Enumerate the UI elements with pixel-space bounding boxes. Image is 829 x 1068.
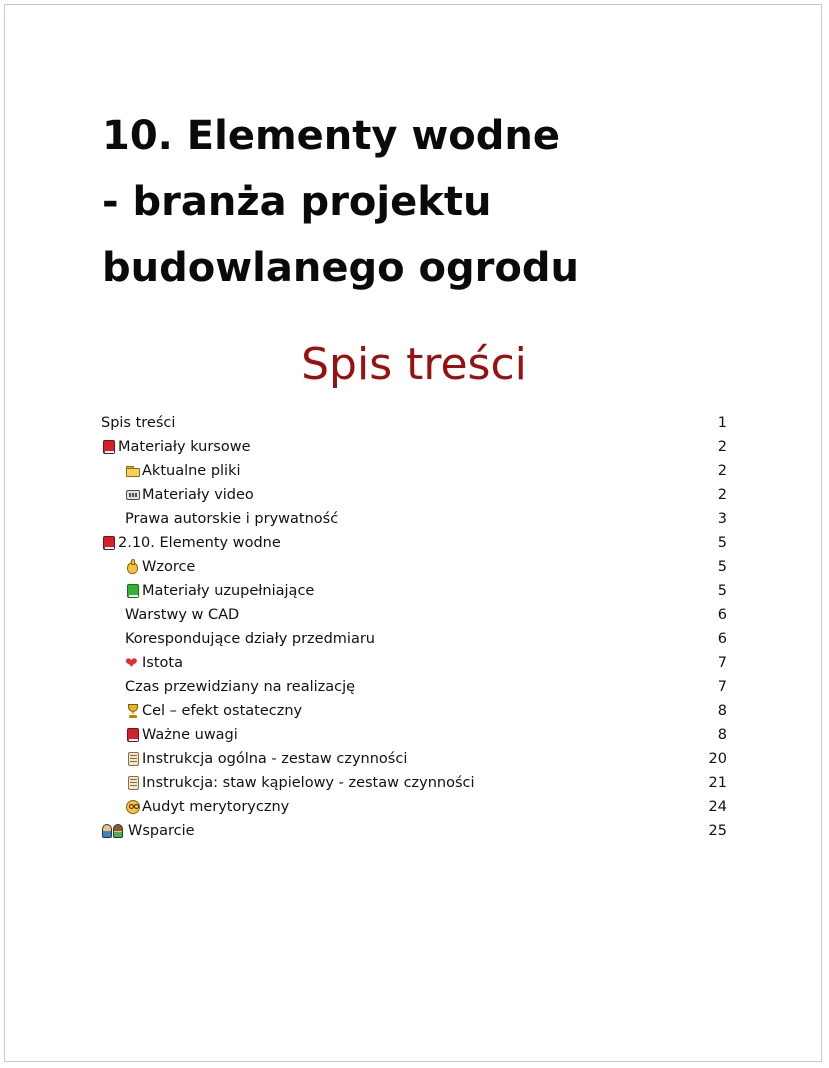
toc-item-label: Prawa autorskie i prywatność [125,511,339,527]
toc-item-page: 2 [717,439,727,455]
toc-item-page: 5 [717,559,727,575]
toc-item-label: Spis treści [101,415,176,431]
toc-item-prawa-autorskie[interactable] [101,507,727,531]
toc-item-page: 5 [717,583,727,599]
toc-item-label: Czas przewidziany na realizację [125,679,356,695]
toc-item-page: 21 [708,775,727,791]
toc-item-korespondujace-dzialy[interactable] [101,627,727,651]
toc-item-page: 8 [717,727,727,743]
toc-item-aktualne-pliki[interactable] [101,459,727,483]
toc-item-warstwy-w-cad[interactable] [101,603,727,627]
toc-item-page: 6 [717,631,727,647]
toc-item-cel-efekt[interactable] [101,699,727,723]
toc-item-label: Materiały kursowe [118,439,251,455]
toc-item-page: 24 [708,799,727,815]
document-title-line-3: budowlanego ogrodu [102,245,579,291]
toc-item-page: 5 [717,535,727,551]
toc-item-label: Cel – efekt ostateczny [142,703,303,719]
scroll-icon [125,751,141,767]
red-book-icon [101,439,117,455]
toc-item-wzorce[interactable] [101,555,727,579]
scroll-icon [125,775,141,791]
toc-item-page: 6 [717,607,727,623]
toc-item-page: 7 [717,679,727,695]
document-title-line-2: - branża projektu [102,179,492,225]
toc-item-materialy-kursowe[interactable] [101,435,727,459]
toc-item-audyt[interactable] [101,795,727,819]
green-book-icon [125,583,141,599]
ok-hand-icon [125,559,141,575]
heart-icon: ❤ [125,654,138,672]
toc-item-label: Aktualne pliki [142,463,241,479]
toc-item-label: Audyt merytoryczny [142,799,290,815]
trophy-icon [125,703,141,719]
toc-item-label: Warstwy w CAD [125,607,240,623]
toc-item-spis-tresci[interactable] [101,411,727,435]
red-book-icon [125,727,141,743]
toc-item-istota[interactable] [101,651,727,675]
nerd-face-icon [125,799,141,815]
red-book-icon [101,535,117,551]
video-cassette-icon [125,487,141,503]
toc-item-label: Istota [142,655,183,671]
toc-item-czas-realizacji[interactable] [101,675,727,699]
toc-item-wazne-uwagi[interactable] [101,723,727,747]
toc-item-page: 1 [717,415,727,431]
document-page [4,4,822,1062]
toc-item-page: 7 [717,655,727,671]
document-title-line-1: 10. Elementy wodne [102,113,561,159]
document-title [102,103,742,301]
toc-item-label: Materiały uzupełniające [142,583,315,599]
toc-item-page: 20 [708,751,727,767]
toc-item-elementy-wodne[interactable] [101,531,727,555]
toc-item-page: 25 [708,823,727,839]
toc-item-materialy-uzupelniajace[interactable] [101,579,727,603]
toc-item-materialy-video[interactable] [101,483,727,507]
toc-item-page: 3 [717,511,727,527]
folder-icon [125,463,141,479]
toc-heading: Spis treści [301,339,527,390]
toc-item-label: Wzorce [142,559,196,575]
toc-item-label: Instrukcja: staw kąpielowy - zestaw czynności [142,775,475,791]
people-icon [101,823,127,839]
toc-item-page: 2 [717,463,727,479]
toc-item-wsparcie[interactable] [101,819,727,843]
toc-item-page: 2 [717,487,727,503]
toc-item-instrukcja-ogolna[interactable] [101,747,727,771]
toc-item-instrukcja-staw[interactable] [101,771,727,795]
table-of-contents [101,411,727,843]
toc-item-label: Instrukcja ogólna - zestaw czynności [142,751,408,767]
toc-item-label: Ważne uwagi [142,727,238,743]
toc-item-page: 8 [717,703,727,719]
toc-item-label: 2.10. Elementy wodne [118,535,281,551]
toc-item-label: Materiały video [142,487,254,503]
toc-item-label: Wsparcie [128,823,195,839]
toc-item-label: Korespondujące działy przedmiaru [125,631,375,647]
